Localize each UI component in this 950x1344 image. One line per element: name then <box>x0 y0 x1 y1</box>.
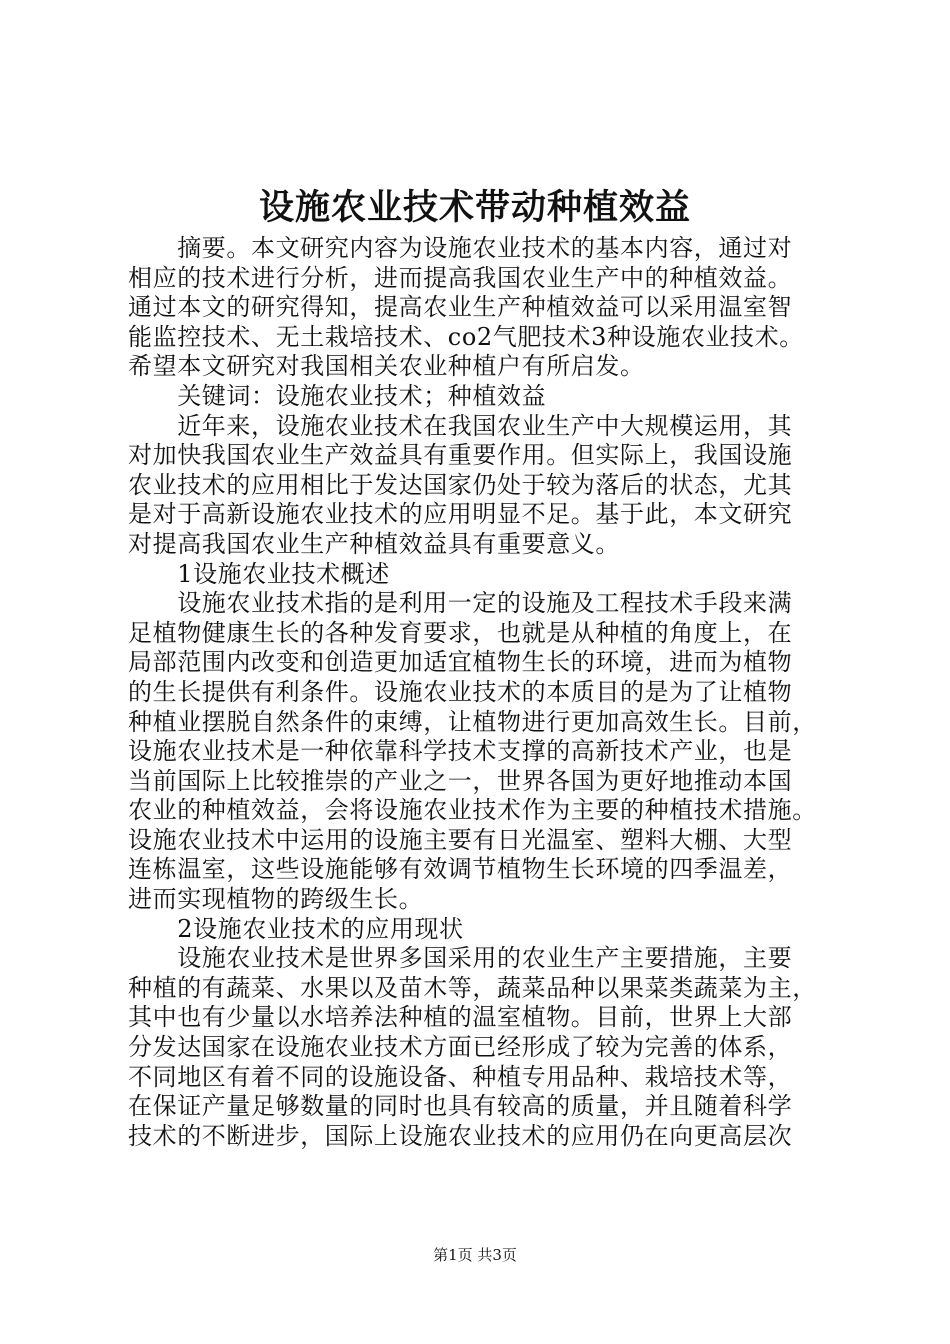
text-line: 不同地区有着不同的设施设备、种植专用品种、栽培技术等， <box>128 1062 793 1091</box>
text-line: 分发达国家在设施农业技术方面已经形成了较为完善的体系， <box>128 1033 793 1062</box>
text-line: 能监控技术、无土栽培技术、co2气肥技术3种设施农业技术。 <box>128 322 804 351</box>
text-line: 的生长提供有利条件。设施农业技术的本质目的是为了让植物 <box>128 677 793 706</box>
document-body <box>128 234 838 1151</box>
text-line: 是对于高新设施农业技术的应用明显不足。基于此，本文研究 <box>128 500 793 529</box>
text-line: 当前国际上比较推崇的产业之一，世界各国为更好地推动本国 <box>128 766 793 795</box>
page-footer: 第1页 共3页 <box>433 1246 517 1264</box>
text-line: 种植业摆脱自然条件的束缚，让植物进行更加高效生长。目前， <box>128 707 817 736</box>
text-line: 对提高我国农业生产种植效益具有重要意义。 <box>128 529 620 558</box>
text-line: 通过本文的研究得知，提高农业生产种植效益可以采用温室智 <box>128 293 793 322</box>
text-line: 设施农业技术中运用的设施主要有日光温室、塑料大棚、大型 <box>128 825 793 854</box>
text-line: 设施农业技术是一种依靠科学技术支撑的高新技术产业，也是 <box>128 737 793 766</box>
text-line: 对加快我国农业生产效益具有重要作用。但实际上，我国设施 <box>128 441 793 470</box>
document-title: 设施农业技术带动种植效益 <box>258 187 691 228</box>
text-line: 1设施农业技术概述 <box>128 559 390 588</box>
text-line: 希望本文研究对我国相关农业种植户有所启发。 <box>128 352 645 381</box>
text-line: 种植的有蔬菜、水果以及苗木等，蔬菜品种以果菜类蔬菜为主， <box>128 973 817 1002</box>
text-line: 进而实现植物的跨级生长。 <box>128 885 424 914</box>
text-line: 2设施农业技术的应用现状 <box>128 914 464 943</box>
text-line: 足植物健康生长的各种发育要求，也就是从种植的角度上，在 <box>128 618 793 647</box>
text-line: 设施农业技术指的是利用一定的设施及工程技术手段来满 <box>128 589 793 618</box>
text-line: 局部范围内改变和创造更加适宜植物生长的环境，进而为植物 <box>128 648 793 677</box>
text-line: 其中也有少量以水培养法种植的温室植物。目前，世界上大部 <box>128 1003 793 1032</box>
text-line: 连栋温室，这些设施能够有效调节植物生长环境的四季温差， <box>128 855 793 884</box>
text-line: 相应的技术进行分析，进而提高我国农业生产中的种植效益。 <box>128 263 793 292</box>
text-line: 近年来，设施农业技术在我国农业生产中大规模运用，其 <box>128 411 793 440</box>
text-line: 摘要。本文研究内容为设施农业技术的基本内容，通过对 <box>128 234 793 262</box>
text-line: 农业的种植效益，会将设施农业技术作为主要的种植技术措施。 <box>128 796 817 825</box>
text-line: 在保证产量足够数量的同时也具有较高的质量，并且随着科学 <box>128 1092 793 1121</box>
text-line: 农业技术的应用相比于发达国家仍处于较为落后的状态，尤其 <box>128 470 793 499</box>
text-line: 设施农业技术是世界多国采用的农业生产主要措施，主要 <box>128 944 793 973</box>
text-line: 关键词：设施农业技术；种植效益 <box>128 381 547 410</box>
text-line: 技术的不断进步，国际上设施农业技术的应用仍在向更高层次 <box>128 1121 793 1150</box>
